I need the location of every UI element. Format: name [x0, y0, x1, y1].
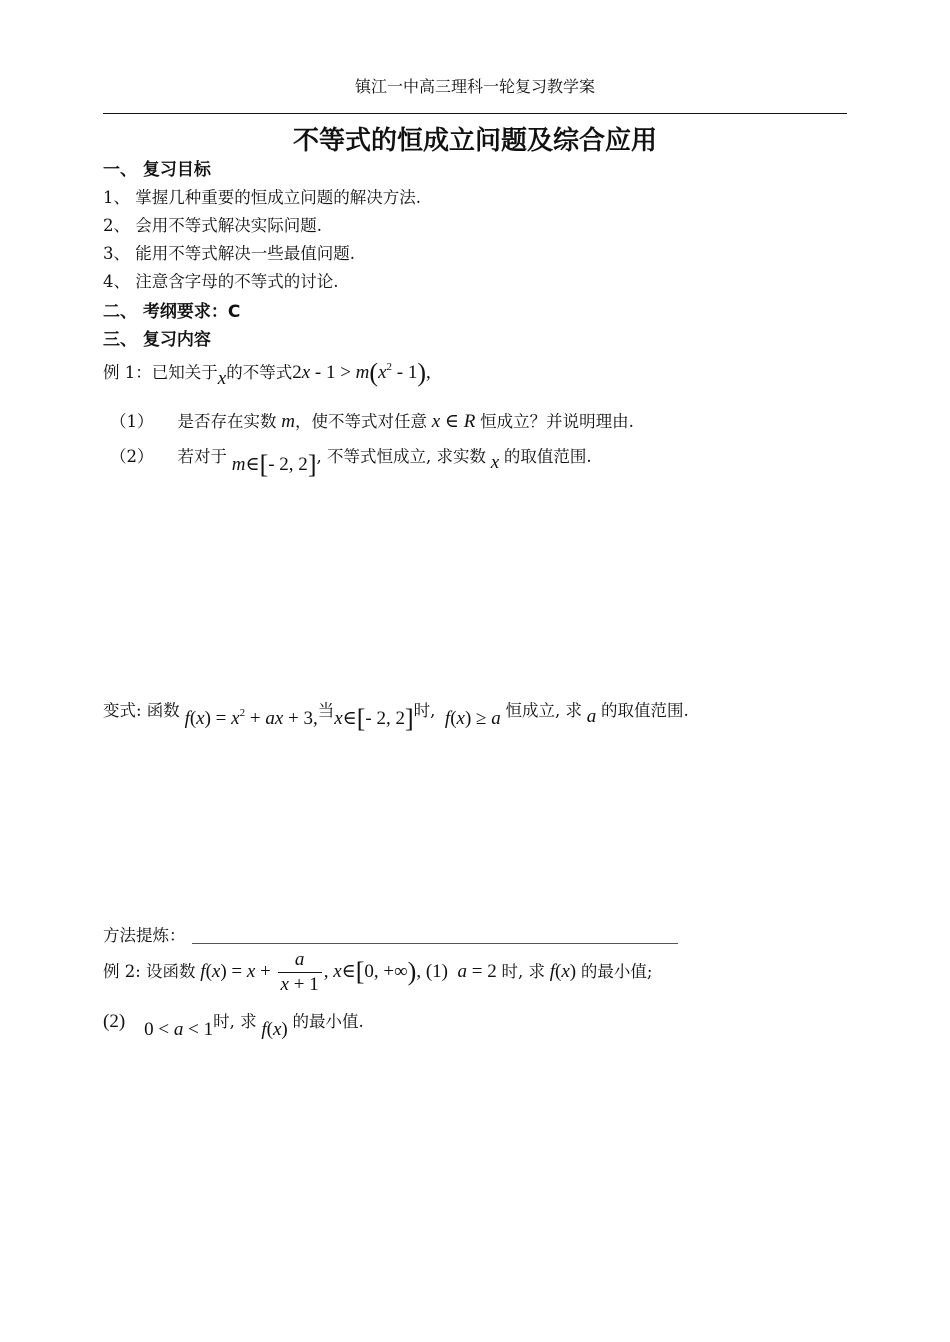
example-1-statement: 例 1：已知关于x的不等式$2x - 1 > m(x^2 - 1)$,: [103, 358, 431, 389]
method-summary-line: 方法提炼：: [103, 922, 678, 946]
example-1-question-2: （2） 若对于 m∈[- 2, 2], 不等式恒成立, 求实数 x 的取值范围.: [110, 447, 592, 479]
page-header: 镇江一中高三理科一轮复习教学案: [354, 77, 595, 96]
example-2-question-2: (2) 0 < a < 1时, 求 f(x) 的最小值.: [103, 1011, 364, 1040]
goal-item: 4、 注意含字母的不等式的讨论.: [103, 272, 339, 291]
header-rule: [103, 113, 847, 114]
goal-item: 1、 掌握几种重要的恒成立问题的解决方法.: [103, 188, 421, 207]
section-heading-content: 三、 复习内容: [103, 330, 211, 350]
goal-item: 3、 能用不等式解决一些最值问题.: [103, 244, 355, 263]
example-2-statement: 例 2: 设函数 f(x) = x + $\frac{a}{x + 1}$ , x∈[0, +∞), (1) a = 2 时, 求 f(x) 的最小值;: [103, 949, 653, 995]
section-heading-goals: 一、 复习目标: [103, 160, 211, 180]
section-heading-requirement: 二、 考纲要求：C: [103, 302, 241, 322]
goal-item: 2、 会用不等式解决实际问题.: [103, 216, 322, 235]
example-1-question-1: （1） 是否存在实数 m，使不等式对任意 x ∈ R 恒成立？并说明理由.: [110, 411, 634, 432]
fraction-a-over-x-plus-1: $\frac{a}{x + 1}$: [278, 948, 322, 997]
page-title: 不等式的恒成立问题及综合应用: [292, 126, 657, 156]
method-answer-blank[interactable]: [192, 943, 678, 944]
inequality-formula: $2x - 1 > m(x^2 - 1)$,: [292, 358, 431, 387]
variant-statement: 变式: 函数 $f(x) = x^2$ + ax + 3,当x∈[- 2, 2]时, f(x) ≥ a 恒成立, 求 a 的取值范围.: [103, 701, 689, 733]
